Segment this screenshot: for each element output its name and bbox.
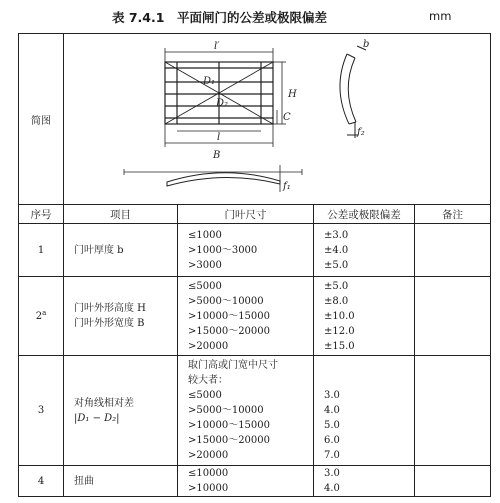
label-b: B [213,150,221,161]
warped-plate [167,173,280,186]
row-item: 门叶外形高度 H 门叶外形宽度 B [64,277,178,356]
row-remark [415,356,491,466]
row-item: 扭曲 [64,466,178,497]
label-h: H [288,89,297,100]
header-tolerance: 公差或极限偏差 [314,205,415,224]
header-item: 项目 [64,205,178,224]
header-no: 序号 [19,205,64,224]
label-d2: D₂ [216,98,229,109]
label-lprime: l′ [214,41,220,52]
row-item: 门叶厚度 b [64,224,178,277]
label-f2: f₂ [357,127,365,138]
label-f1: f₁ [283,181,291,192]
gate-diagram-cell [64,34,491,205]
header-remark: 备注 [415,205,491,224]
row-size: ≤10000 >10000 [178,466,314,497]
gate-diagram [64,34,491,204]
label-b-small: b [363,39,370,50]
row-no: 2$^a$ [19,277,64,356]
row-tolerance: 3.0 4.0 5.0 6.0 7.0 [314,356,415,466]
row-no: 4 [19,466,64,497]
row-remark [415,466,491,497]
row-size: 取门高或门宽中尺寸 较大者： ≤5000 >5000～10000 >10000～15000 >15000～20000 >20000 [178,356,314,466]
row-no: 1 [19,224,64,277]
table-title: 表 7.4.1 平面闸门的公差或极限偏差 [112,10,327,25]
row-remark [415,224,491,277]
figure-row-label: 简图 [19,34,64,205]
header-size: 门叶尺寸 [178,205,314,224]
table-row [19,356,491,466]
table-caption [0,8,500,26]
label-l: l [217,132,221,143]
tolerance-table [18,33,491,497]
table-row [19,224,491,277]
figure-row [19,34,491,205]
row-tolerance: 3.0 4.0 [314,466,415,497]
row-size: ≤1000 >1000～3000 >3000 [178,224,314,277]
row-no: 3 [19,356,64,466]
table-row [19,277,491,356]
label-d1: D₁ [203,76,216,87]
row-size: ≤5000 >5000～10000 >10000～15000 >15000～20000 >20000 [178,277,314,356]
table-row [19,466,491,497]
row-remark [415,277,491,356]
gate-frame [165,62,273,124]
table-unit: mm [429,9,452,23]
header-row [19,205,491,224]
row-tolerance: ±3.0 ±4.0 ±5.0 [314,224,415,277]
row-item: 对角线相对差 |D₁ − D₂| [64,356,178,466]
curved-section [340,46,366,138]
label-c: C [283,112,291,123]
row-tolerance: ±5.0 ±8.0 ±10.0 ±12.0 ±15.0 [314,277,415,356]
